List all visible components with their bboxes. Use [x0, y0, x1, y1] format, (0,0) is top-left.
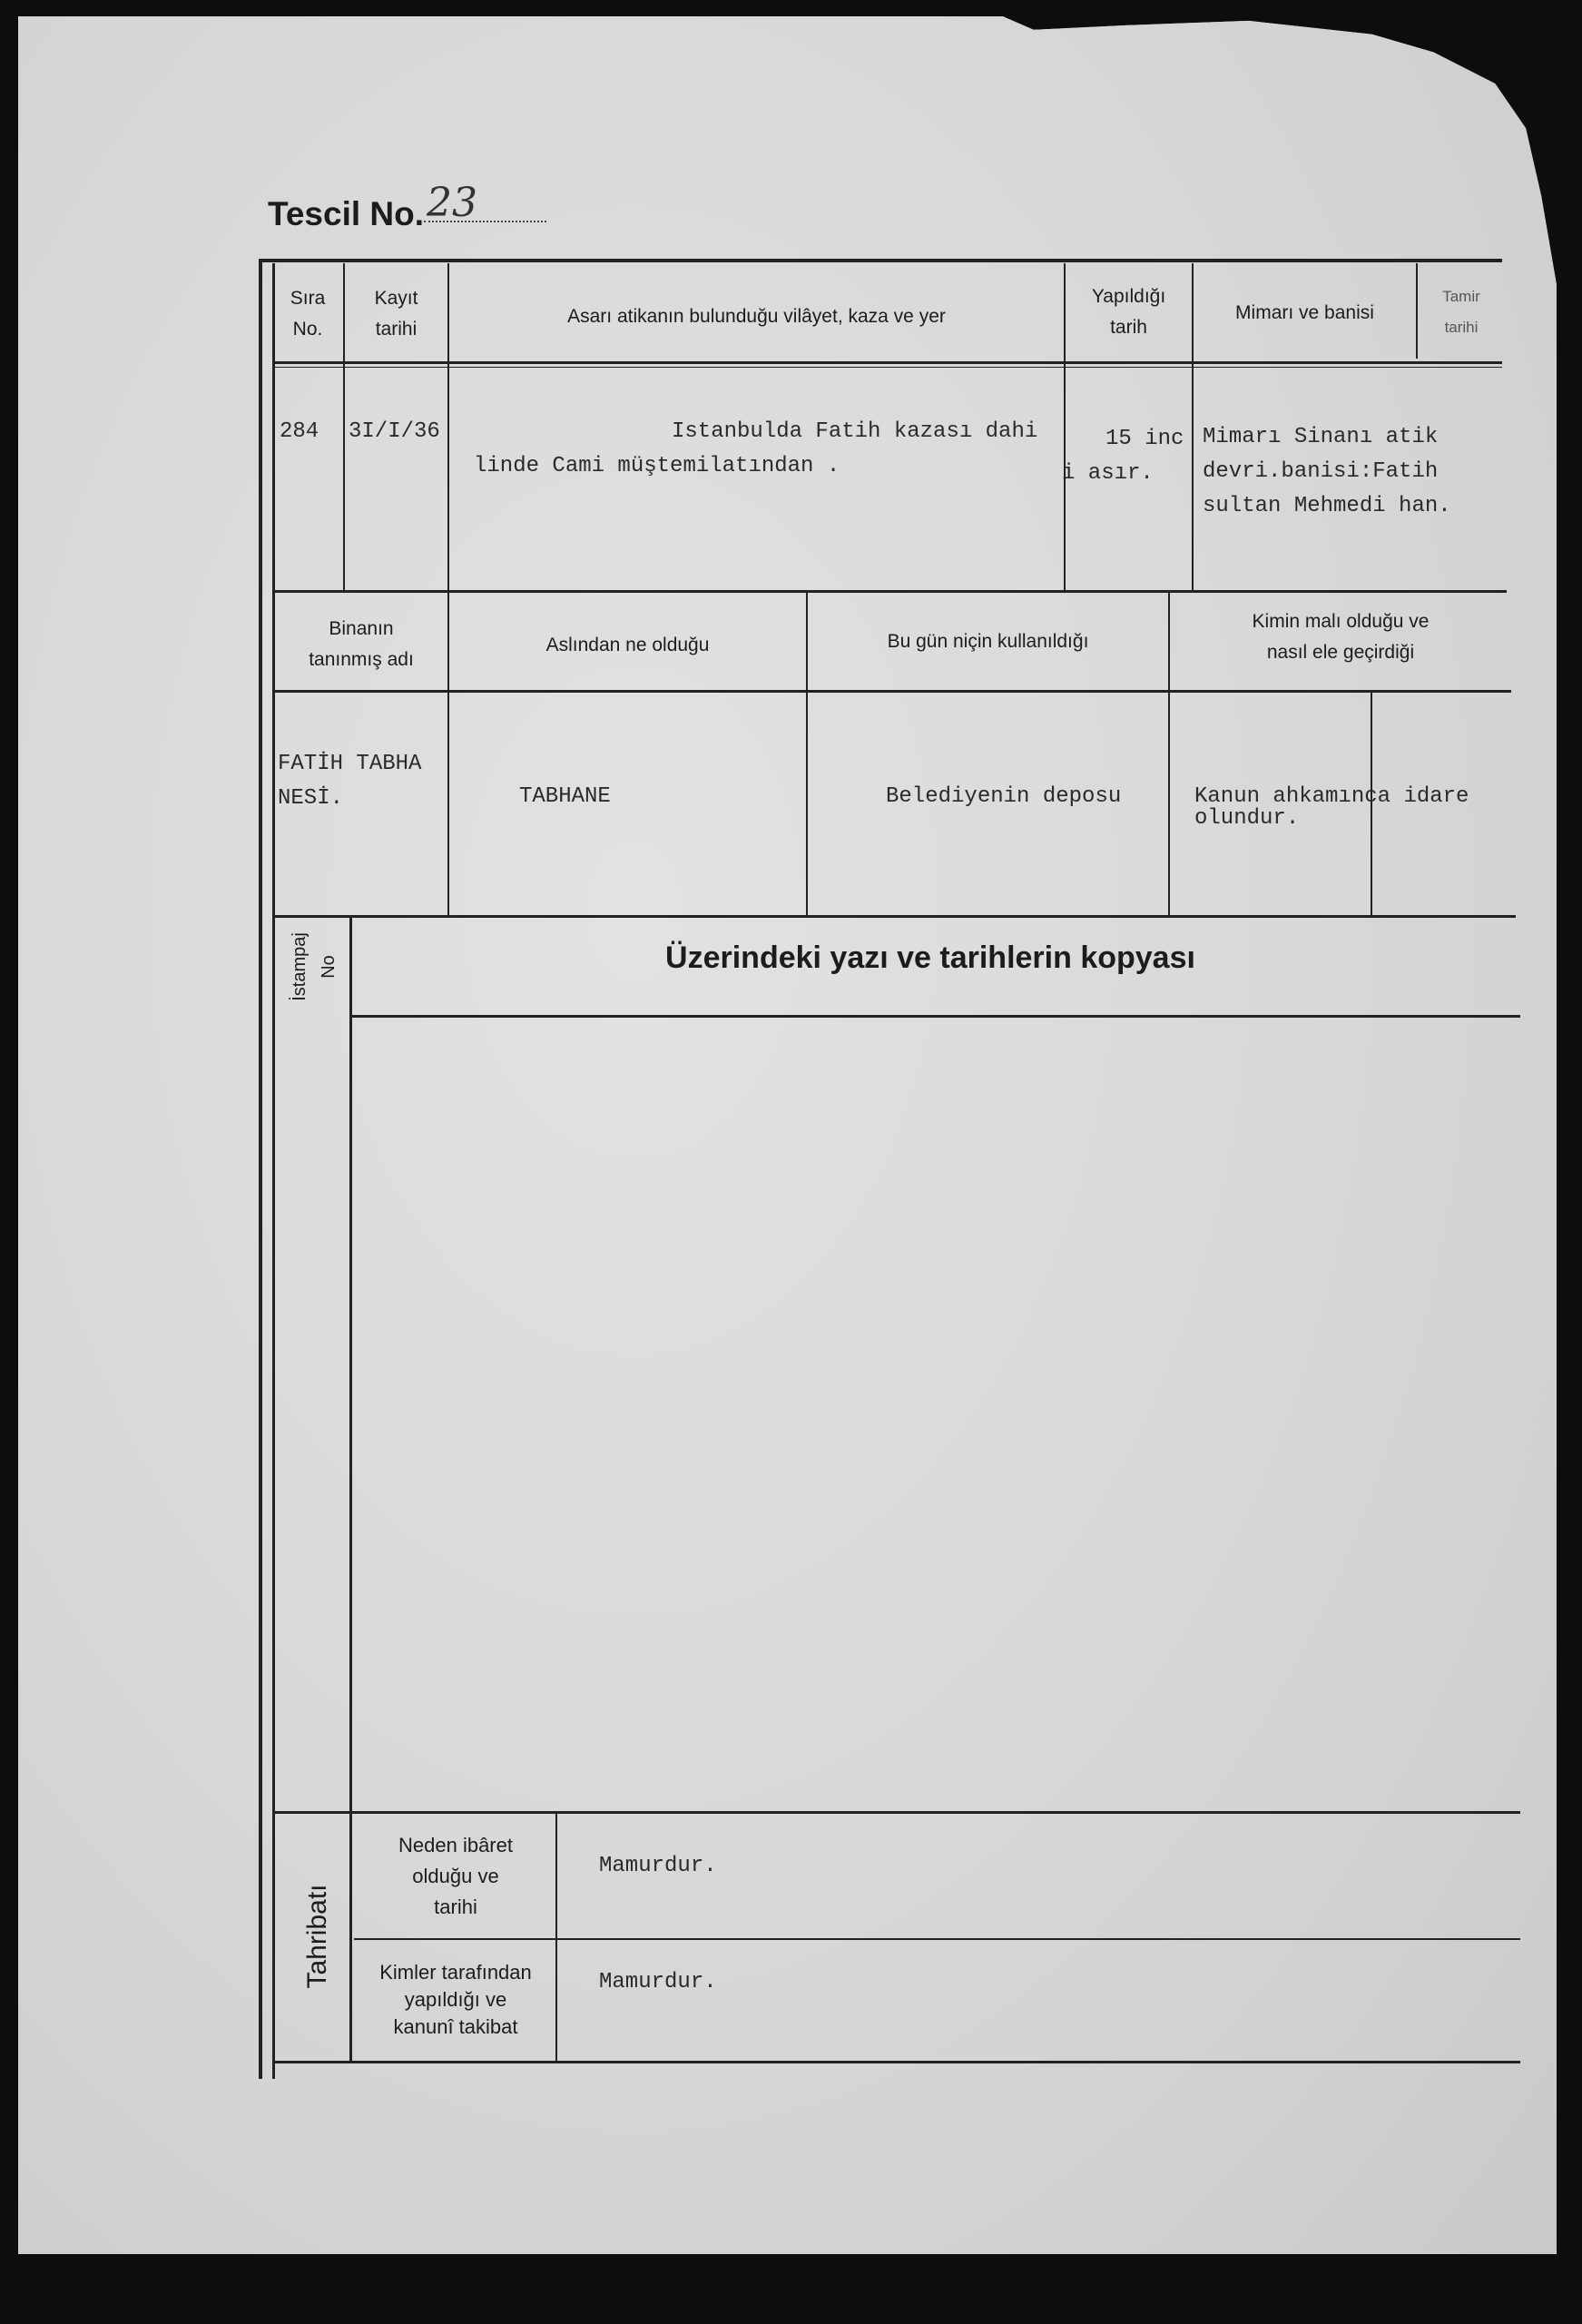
table-top-border [259, 259, 1502, 262]
cell-tarih-line2: i asır. [1062, 461, 1154, 486]
tescil-underline [424, 221, 546, 222]
tahribat-mid [354, 1938, 1520, 1940]
header-row-bottom [272, 361, 1502, 364]
tahribat-neden-value: Mamurdur. [599, 1854, 717, 1878]
cell-tarih-line1: 15 inc [1105, 427, 1184, 451]
cell-yer-line1: Istanbulda Fatih kazası dahi [672, 419, 1038, 444]
tescil-number: 23 [427, 180, 477, 226]
istampaj-no-label: No [319, 955, 339, 979]
istampaj-label: İstampaj [290, 932, 310, 1001]
row2-bottom [272, 915, 1516, 918]
header-aslindan: Aslından ne olduğu [545, 635, 710, 655]
header-tamir-tarihi: Tamir tarihi [1442, 288, 1480, 336]
tescil-label: Tescil No. [268, 195, 425, 232]
cell-kayit-tarihi: 3I/I/36 [349, 419, 440, 444]
table-left-border [259, 259, 262, 2079]
cell-sira-no: 284 [280, 419, 319, 444]
istampaj-title: Üzerindeki yazı ve tarihlerin kopyası [665, 940, 1195, 975]
tahribati-label: Tahribatı [302, 1884, 332, 1989]
cell-mimari-line3: sultan Mehmedi han. [1203, 494, 1451, 518]
header-asari-atika-yer: Asarı atikanın bulunduğu vilâyet, kaza ve yer [567, 306, 946, 327]
cell-kimin-line2: olundur. [1194, 806, 1300, 831]
header-sira-no: Sıra No. [290, 288, 326, 340]
header-bu-gun: Bu gün niçin kullanıldığı [887, 631, 1089, 652]
cell-mimari-line1: Mimarı Sinanı atik [1203, 425, 1439, 449]
cell-aslindan: TABHANE [519, 784, 611, 809]
header2-bottom [272, 690, 1511, 693]
tahribat-kimler-label: Kimler tarafından yapıldığı ve kanunî takibat [379, 1961, 532, 2038]
cell-kimin-line1: Kanun ahkamınca idare [1194, 784, 1469, 809]
cell-adi-line1: FATİH TABHA [278, 752, 422, 776]
cell-yer-line2: linde Cami müştemilatından . [474, 454, 840, 478]
table-bottom [272, 2061, 1520, 2063]
header-mimari-banisi: Mimarı ve banisi [1235, 302, 1374, 323]
col-line-istampaj [349, 915, 352, 2063]
header-kimin-mali: Kimin malı olduğu ve nasıl ele geçirdiği [1252, 611, 1430, 663]
header-yapildigi-tarih: Yapıldığı tarih [1091, 286, 1166, 338]
header-row-double [272, 367, 1502, 368]
document-page [18, 16, 1557, 2254]
row1-bottom [272, 590, 1507, 593]
istampaj-header-bottom [349, 1015, 1520, 1018]
tahribat-top [272, 1811, 1520, 1814]
col-line-tahribat-label [555, 1814, 557, 2061]
header-kayit-tarihi: Kayıt tarihi [374, 288, 418, 340]
cell-bu-gun: Belediyenin deposu [886, 784, 1122, 809]
table-left-inner-border [272, 263, 275, 2079]
header-binanin-adi: Binanın tanınmış adı [309, 618, 414, 670]
tahribat-neden-label: Neden ibâret olduğu ve tarihi [398, 1834, 513, 1918]
cell-mimari-line2: devri.banisi:Fatih [1203, 459, 1439, 484]
cell-adi-line2: NESİ. [278, 786, 344, 811]
tahribat-kimler-value: Mamurdur. [599, 1970, 717, 1994]
